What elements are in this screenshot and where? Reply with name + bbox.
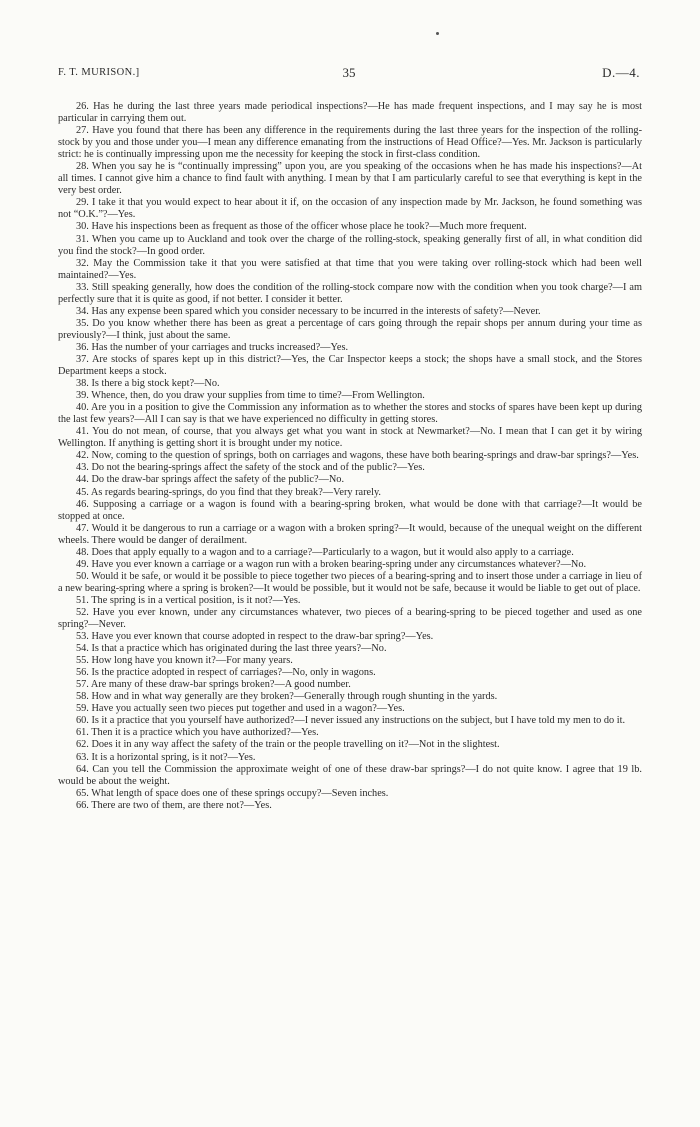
question-paragraph: 47. Would it be dangerous to run a carriage or a wagon with a broken spring?—It would, because of the unequal weight on the different wheels. There would be danger of derailment. — [58, 522, 642, 546]
question-paragraph: 50. Would it be safe, or would it be possible to piece together two pieces of a bearing-spring and to insert those under a carriage in lieu of a new bearing-spring where a spring is broken?—It would be possible, but it would not be safe, because it would be liable to get out of place. — [58, 570, 643, 594]
question-paragraph: 29. I take it that you would expect to hear about it if, on the occasion of any inspection made by Mr. Jackson, he found something was not “O.K.”?—Yes. — [58, 197, 642, 221]
question-paragraph: 60. Is it a practice that you yourself have authorized?—I never issued any instructions on the subject, but I have told my men to do it. — [76, 715, 626, 727]
document-reference: D.—4. — [602, 65, 640, 80]
question-paragraph: 40. Are you in a position to give the Commission any information as to whether the stores and stocks of spares have been kept up during the last few years?—All I can say is that we have experienced no difficulty in getting stores. — [58, 402, 642, 426]
question-paragraph: 53. Have you ever known that course adopted in respect to the draw-bar spring?—Yes. — [76, 631, 434, 643]
question-paragraph: 38. Is there a big stock kept?—No. — [76, 378, 220, 390]
question-paragraph: 54. Is that a practice which has originated during the last three years?—No. — [76, 643, 387, 655]
question-paragraph: 66. There are two of them, are there not?—Yes. — [76, 799, 272, 811]
question-paragraph: 63. It is a horizontal spring, is it not?—Yes. — [76, 751, 256, 763]
question-paragraph: 51. The spring is in a vertical position, is it not?—Yes. — [76, 594, 301, 606]
question-paragraph: 39. Whence, then, do you draw your supplies from time to time?—From Wellington. — [76, 390, 425, 402]
question-paragraph: 26. Has he during the last three years made periodical inspections?—He has made frequent inspections, and I may say he is most particular in carrying them out. — [58, 101, 642, 125]
question-paragraph: 33. Still speaking generally, how does the condition of the rolling-stock compare now with the condition when you took charge?—I am perfectly sure that it is quite as good, if not better. I consider it better. — [58, 281, 642, 305]
question-paragraph: 59. Have you actually seen two pieces put together and used in a wagon?—Yes. — [76, 703, 405, 715]
header-witness-name: F. T. MURISON.] — [58, 67, 140, 78]
question-paragraph: 52. Have you ever known, under any circumstances whatever, two pieces of a bearing-spring to be pieced together and used as one spring?—Never. — [58, 606, 642, 631]
question-paragraph: 62. Does it in any way affect the safety of the train or the people travelling on it?—Not in the slightest. — [76, 739, 500, 751]
question-paragraph: 45. As regards bearing-springs, do you find that they break?—Very rarely. — [76, 486, 382, 498]
stray-mark — [436, 32, 439, 35]
question-paragraph: 41. You do not mean, of course, that you always get what you want in stock at Newmarket?—No. I mean that I can get it by wiring Wellington. If anything is getting short it is brought under my notice. — [58, 426, 642, 450]
question-paragraph: 34. Has any expense been spared which you consider necessary to be incurred in the interests of safety?—Never. — [76, 305, 541, 317]
question-paragraph: 42. Now, coming to the question of springs, both on carriages and wagons, these have both bearing-springs and draw-bar springs?—Yes. — [76, 450, 639, 462]
question-paragraph: 28. When you say he is “continually impressing” upon you, are you speaking of the occasions when he has made his inspections?—At all times. I cannot give him a chance to find fault with anything. I mean by that I am particularly careful to see that everything is kept in the very best order. — [58, 161, 642, 197]
page-number: 35 — [342, 65, 356, 80]
question-paragraph: 44. Do the draw-bar springs affect the safety of the public?—No. — [76, 474, 345, 486]
question-paragraph: 64. Can you tell the Commission the approximate weight of one of these draw-bar springs?—I do not quite know. I agree that 19 lb. would be about the weight. — [58, 763, 642, 787]
question-paragraph: 35. Do you know whether there has been as great a percentage of cars going through the repair shops per annum during your time as previously?—I think, just about the same. — [58, 317, 642, 341]
question-paragraph: 43. Do not the bearing-springs affect the safety of the stock and of the public?—Yes. — [76, 462, 425, 474]
question-paragraph: 37. Are stocks of spares kept up in this district?—Yes, the Car Inspector keeps a stock; the shops have a small stock, and the Stores Department keeps a stock. — [58, 353, 642, 378]
question-paragraph: 58. How and in what way generally are they broken?—Generally through rough shunting in the yards. — [76, 691, 498, 703]
question-paragraph: 55. How long have you known it?—For many years. — [76, 655, 293, 667]
question-paragraph: 48. Does that apply equally to a wagon and to a carriage?—Particularly to a wagon, but it would also apply to a carriage. — [76, 546, 574, 558]
question-paragraph: 57. Are many of these draw-bar springs broken?—A good number. — [76, 679, 351, 691]
question-paragraph: 36. Has the number of your carriages and trucks increased?—Yes. — [76, 341, 349, 353]
question-paragraph: 30. Have his inspections been as frequent as those of the officer whose place he took?—Much more frequent. — [76, 221, 527, 233]
question-paragraph: 49. Have you ever known a carriage or a wagon run with a broken bearing-spring under any circumstances whatever?—No. — [76, 558, 587, 570]
question-paragraph: 32. May the Commission take it that you were satisfied at that time that you were taking over rolling-stock which had been well maintained?—Yes. — [58, 257, 642, 281]
testimony-body — [58, 101, 642, 812]
question-paragraph: 46. Supposing a carriage or a wagon is found with a bearing-spring broken, what would be done with that carriage?—It would be stopped at once. — [58, 498, 642, 522]
question-paragraph: 61. Then it is a practice which you have authorized?—Yes. — [76, 727, 319, 739]
question-paragraph: 56. Is the practice adopted in respect of carriages?—No, only in wagons. — [76, 667, 376, 679]
question-paragraph: 27. Have you found that there has been any difference in the requirements during the last three years for the inspection of the rolling-stock by you and those under you—I mean any difference emanating from the instructions of Head Office?—Yes. Mr. Jackson is particularly strict: he is continually impressing upon me the necessity for keeping the stock in first-class condition. — [58, 125, 642, 161]
question-paragraph: 65. What length of space does one of these springs occupy?—Seven inches. — [76, 787, 389, 799]
question-paragraph: 31. When you came up to Auckland and took over the charge of the rolling-stock, speaking generally first of all, in what condition did you find the stock?—In good order. — [58, 233, 642, 257]
page-header — [58, 66, 640, 82]
